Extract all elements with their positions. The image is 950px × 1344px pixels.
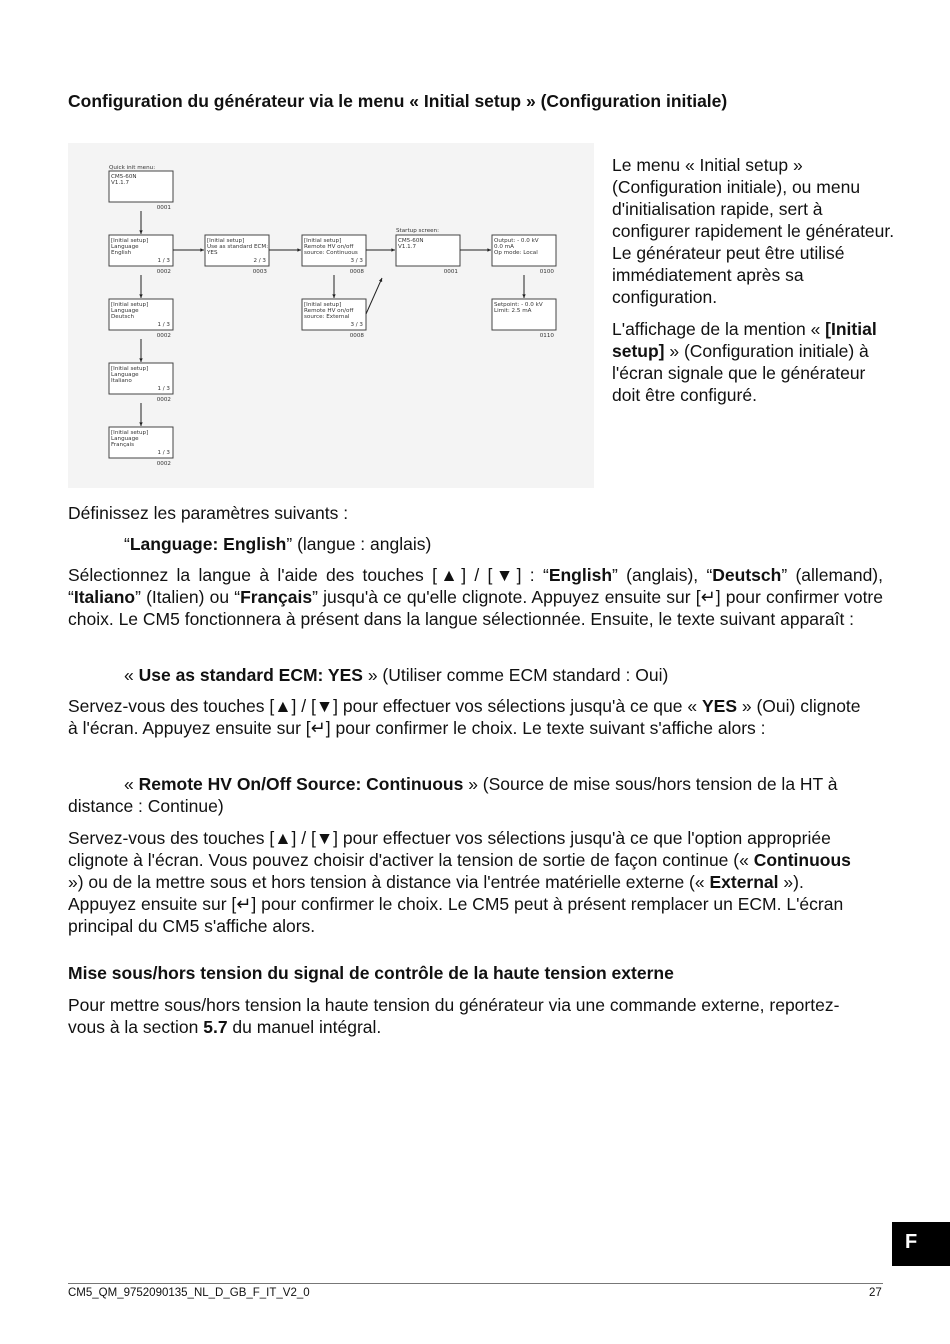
svg-text:[Initial setup]: [Initial setup] (111, 430, 149, 436)
language-paragraph: Sélectionnez la langue à l'aide des touches [▲] / [▼] : “English” (anglais), “Deutsch” (allemand), “Italiano” (Italien) ou “Français” jusqu'à ce qu'elle clignote. Appuyez ensuite sur [↵] pour confirmer votre choix. Le CM5 fonctionnera à présent dans la langue sélectionnée. Ensuite, le texte suivant apparaît : (68, 565, 884, 629)
arrow-head (139, 422, 142, 426)
lcd-screen (396, 235, 460, 275)
svg-text:1 / 3: 1 / 3 (157, 450, 170, 456)
svg-text:source: External: source: External (304, 314, 350, 320)
lcd-screen (109, 299, 173, 339)
svg-text:Remote HV on/off: Remote HV on/off (304, 308, 354, 314)
arrow-head (391, 248, 395, 251)
svg-text:0.0 mA: 0.0 mA (494, 244, 514, 250)
ecm-item: « Use as standard ECM: YES » (Utiliser comme ECM standard : Oui) (124, 665, 669, 685)
svg-text:YES: YES (207, 250, 218, 256)
svg-text:Output: - 0.0 kV: Output: - 0.0 kV (494, 238, 539, 244)
svg-text:Limit: 2.5 mA: Limit: 2.5 mA (494, 308, 532, 314)
svg-text:Language: Language (111, 308, 139, 314)
section-heading-2: Mise sous/hors tension du signal de contrôle de la haute tension externe (68, 963, 674, 983)
remote-paragraph: Servez-vous des touches [▲] / [▼] pour effectuer vos sélections jusqu'à ce que l'option appropriée clignote à l'écran. Vous pouvez choisir d'activer la tension de sortie de façon continue (« Continuous ») ou de la mettre sous et hors tension à distance via l'entrée matérielle externe (« External »). Appuyez ensuite sur [↵] pour confirmer le choix. Le CM5 peut à présent remplacer un ECM. L'écran principal du CM5 s'affiche alors. (68, 828, 851, 936)
footer-divider (68, 1283, 883, 1284)
lcd-screen (109, 363, 173, 403)
ecm-paragraph: Servez-vous des touches [▲] / [▼] pour effectuer vos sélections jusqu'à ce que « YES » (Oui) clignote à l'écran. Appuyez ensuite sur [↵] pour confirmer le choix. Le texte suivant s'affiche alors : (68, 696, 861, 738)
svg-text:3 / 3: 3 / 3 (350, 258, 363, 264)
arrow-head (139, 294, 142, 298)
startup-screen-label: Startup screen: (396, 228, 440, 234)
svg-text:1 / 3: 1 / 3 (157, 322, 170, 328)
svg-text:1 / 3: 1 / 3 (157, 386, 170, 392)
quick-init-label: Quick init menu: (109, 165, 156, 171)
arrow-head (487, 248, 491, 251)
svg-text:0008: 0008 (349, 269, 364, 275)
svg-text:0002: 0002 (156, 397, 171, 403)
arrow-head (139, 230, 142, 234)
chapter-tab: F (892, 1222, 950, 1266)
svg-text:[Initial setup]: [Initial setup] (304, 302, 342, 308)
lcd-screen (492, 235, 556, 275)
footer-doc-id: CM5_QM_9752090135_NL_D_GB_F_IT_V2_0 (68, 1287, 310, 1299)
arrow-head (297, 248, 301, 251)
svg-text:Language: Language (111, 244, 139, 250)
svg-text:0001: 0001 (156, 205, 171, 211)
language-item: “Language: English” (langue : anglais) (124, 534, 432, 554)
arrow-head (200, 248, 204, 251)
lcd-screen (302, 299, 366, 339)
svg-text:[Initial setup]: [Initial setup] (207, 238, 245, 244)
side-paragraph-2: L'affichage de la mention « [Initial setup] » (Configuration initiale) à l'écran signale que le générateur doit être configuré. (612, 319, 877, 405)
side-paragraph-1: Le menu « Initial setup » (Configuration initiale), ou menu d'initialisation rapide, sert à configurer rapidement le générateur. Le générateur peut être utilisé immédiatement après sa configuration. (612, 155, 895, 307)
section-heading: Configuration du générateur via le menu « Initial setup » (Configuration initiale) (68, 91, 728, 111)
svg-text:Français: Français (111, 442, 135, 448)
page-number: 27 (869, 1287, 882, 1299)
lcd-screen (302, 235, 366, 275)
svg-text:Use as standard ECM:: Use as standard ECM: (207, 244, 269, 250)
side-description (612, 154, 897, 416)
flow-arrow (366, 278, 382, 314)
svg-text:Remote HV on/off: Remote HV on/off (304, 244, 354, 250)
svg-text:English: English (111, 250, 132, 256)
enter-key-icon: ↵ (310, 718, 326, 738)
svg-text:Deutsch: Deutsch (111, 314, 135, 320)
svg-text:0001: 0001 (443, 269, 458, 275)
svg-text:0002: 0002 (156, 269, 171, 275)
enter-key-icon: ↵ (700, 587, 716, 607)
svg-text:1 / 3: 1 / 3 (157, 258, 170, 264)
svg-text:3 / 3: 3 / 3 (350, 322, 363, 328)
lcd-screen (109, 171, 173, 211)
external-paragraph: Pour mettre sous/hors tension la haute tension du générateur via une commande externe, reportez-vous à la section 5.7 du manuel intégral. (68, 995, 840, 1037)
svg-text:Language: Language (111, 372, 139, 378)
svg-text:CM5-60N: CM5-60N (398, 238, 424, 244)
svg-text:0002: 0002 (156, 461, 171, 467)
svg-text:Italiano: Italiano (111, 378, 132, 384)
svg-text:Op mode: Local: Op mode: Local (494, 250, 538, 256)
arrow-head (522, 294, 525, 298)
svg-text:[Initial setup]: [Initial setup] (111, 366, 149, 372)
svg-text:V1.1.7: V1.1.7 (398, 244, 417, 250)
svg-text:Setpoint: - 0.0 kV: Setpoint: - 0.0 kV (494, 302, 543, 308)
svg-text:[Initial setup]: [Initial setup] (111, 302, 149, 308)
svg-text:0110: 0110 (539, 333, 554, 339)
svg-text:0100: 0100 (539, 269, 554, 275)
svg-text:Language: Language (111, 436, 139, 442)
svg-text:CM5-60N: CM5-60N (111, 174, 137, 180)
svg-text:[Initial setup]: [Initial setup] (304, 238, 342, 244)
svg-text:V1.1.7: V1.1.7 (111, 180, 130, 186)
svg-text:source: Continuous: source: Continuous (304, 250, 358, 256)
enter-key-icon: ↵ (236, 894, 252, 914)
arrow-head (139, 358, 142, 362)
svg-text:0002: 0002 (156, 333, 171, 339)
lcd-screen (205, 235, 269, 275)
svg-text:[Initial setup]: [Initial setup] (111, 238, 149, 244)
svg-text:2 / 3: 2 / 3 (253, 258, 266, 264)
svg-text:0003: 0003 (252, 269, 267, 275)
svg-text:0008: 0008 (349, 333, 364, 339)
lcd-screen (109, 235, 173, 275)
remote-item: « Remote HV On/Off Source: Continuous » (Source de mise sous/hors tension de la HT à distance : Continue) (68, 774, 838, 816)
lcd-screen (492, 299, 556, 339)
arrow-head (332, 294, 335, 298)
intro-text: Définissez les paramètres suivants : (68, 503, 349, 523)
menu-flow-diagram (68, 143, 594, 488)
lcd-screen (109, 427, 173, 467)
